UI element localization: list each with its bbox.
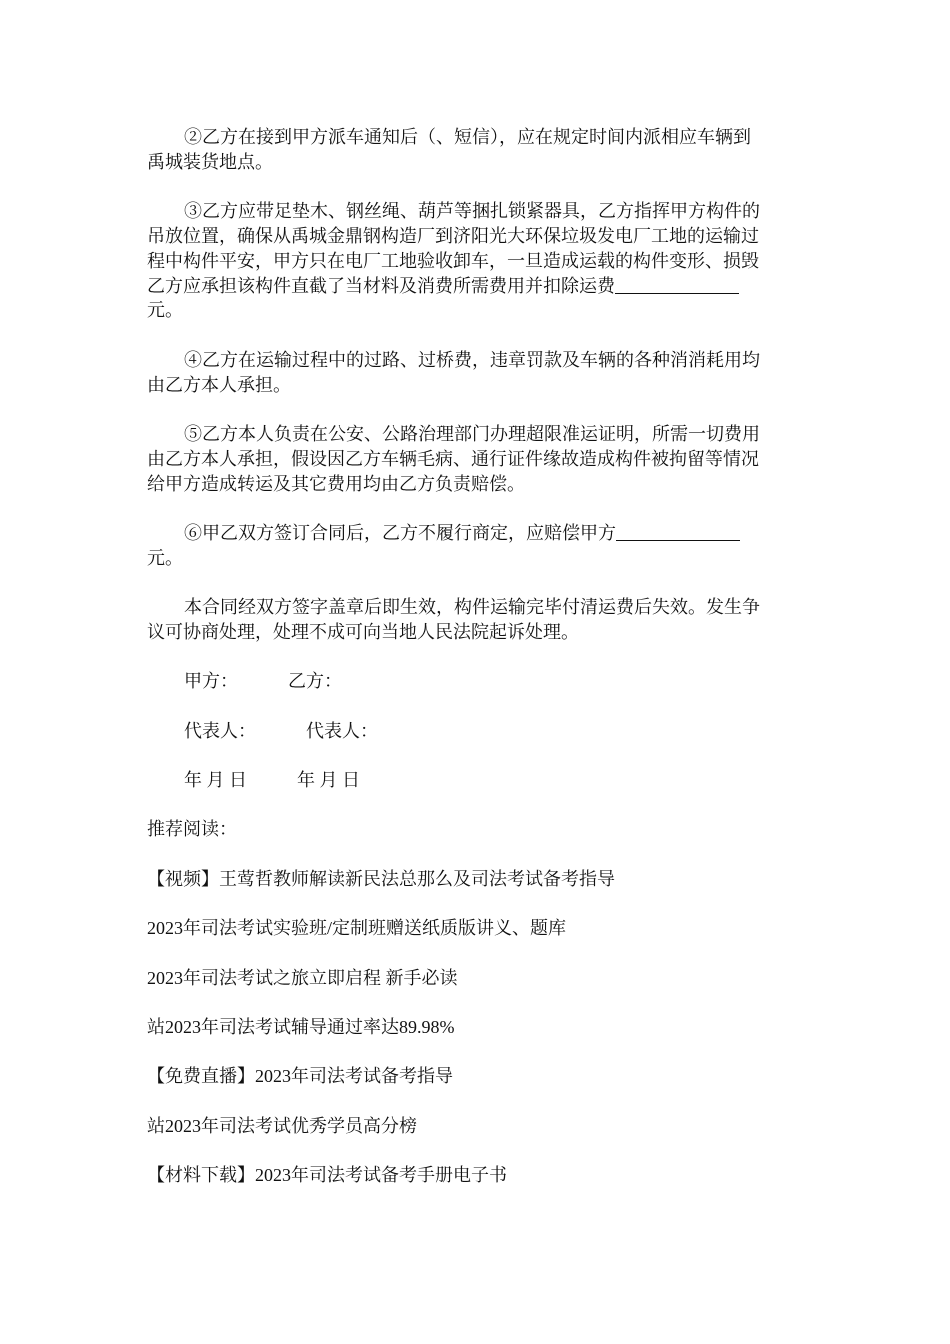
link-text[interactable]: 【材料下载】2023年司法考试备考手册电子书 xyxy=(147,1165,507,1186)
party-a-label: 甲方： xyxy=(184,671,238,692)
date-a-label: 年 月 日 xyxy=(184,770,247,791)
fill-blank xyxy=(615,275,739,294)
signature-representatives xyxy=(147,719,807,744)
recommended-link[interactable] xyxy=(147,1015,807,1040)
link-text[interactable]: 【视频】王莺哲教师解读新民法总那么及司法考试备考指导 xyxy=(147,868,615,889)
text-line: ③乙方应带足垫木、钢丝绳、葫芦等捆扎锁紧器具，乙方指挥甲方构件的 xyxy=(184,201,760,222)
contract-document xyxy=(147,125,807,1213)
text-line: 本合同经双方签字盖章后即生效，构件运输完毕付清运费后失效。发生争 xyxy=(184,597,760,618)
effective-clause xyxy=(147,595,807,645)
signature-dates xyxy=(147,768,807,793)
clause-2 xyxy=(147,125,807,175)
party-b-label: 乙方： xyxy=(288,671,342,692)
text-line xyxy=(147,521,807,546)
text-line: 由乙方本人承担。 xyxy=(147,374,291,395)
text-line xyxy=(147,274,807,299)
text-line: ②乙方在接到甲方派车通知后（、短信），应在规定时间内派相应车辆到 xyxy=(184,127,751,147)
fill-blank xyxy=(616,522,740,541)
recommended-link[interactable] xyxy=(147,916,807,941)
text-line: 由乙方本人承担，假设因乙方车辆毛病、通行证件缘故造成构件被拘留等情况 xyxy=(147,448,759,469)
clause-5 xyxy=(147,422,807,496)
link-text[interactable]: 【免费直播】2023年司法考试备考指导 xyxy=(147,1066,453,1087)
clause-4 xyxy=(147,348,807,398)
text-line: 吊放位置，确保从禹城金鼎钢构造厂到济阳光大环保垃圾发电厂工地的运输过 xyxy=(147,225,759,246)
rep-b-label: 代表人： xyxy=(306,720,378,741)
text-line xyxy=(147,768,807,793)
date-b-label: 年 月 日 xyxy=(297,770,360,791)
heading-text: 推荐阅读： xyxy=(147,819,237,840)
text-line: 元。 xyxy=(147,547,183,568)
rep-a-label: 代表人： xyxy=(184,720,256,741)
text-line xyxy=(147,719,807,744)
text-line: 给甲方造成转运及其它费用均由乙方负责赔偿。 xyxy=(147,473,525,494)
recommended-heading xyxy=(147,817,807,842)
signature-parties xyxy=(147,669,807,694)
text-segment: 乙方应承担该构件直截了当材料及消费所需费用并扣除运费 xyxy=(147,275,615,296)
text-line: 程中构件平安，甲方只在电厂工地验收卸车，一旦造成运载的构件变形、损毁 xyxy=(147,250,759,271)
recommended-link[interactable] xyxy=(147,1163,807,1188)
link-text[interactable]: 站2023年司法考试优秀学员高分榜 xyxy=(147,1115,417,1136)
recommended-link[interactable] xyxy=(147,1114,807,1139)
text-line: 禹城装货地点。 xyxy=(147,151,273,172)
recommended-link[interactable] xyxy=(147,867,807,892)
clause-6 xyxy=(147,521,807,571)
text-line xyxy=(147,669,807,694)
recommended-link[interactable] xyxy=(147,966,807,991)
link-text[interactable]: 2023年司法考试实验班/定制班赠送纸质版讲义、题库 xyxy=(147,918,566,939)
text-line: ④乙方在运输过程中的过路、过桥费，违章罚款及车辆的各种消消耗用均 xyxy=(184,349,760,370)
clause-3 xyxy=(147,199,807,323)
text-segment: ⑥甲乙双方签订合同后，乙方不履行商定，应赔偿甲方 xyxy=(184,522,616,543)
link-text[interactable]: 站2023年司法考试辅导通过率达89.98% xyxy=(147,1017,455,1038)
text-line: ⑤乙方本人负责在公安、公路治理部门办理超限准运证明，所需一切费用 xyxy=(184,423,760,444)
recommended-link[interactable] xyxy=(147,1064,807,1089)
text-line: 元。 xyxy=(147,300,183,321)
link-text[interactable]: 2023年司法考试之旅立即启程 新手必读 xyxy=(147,967,458,988)
text-line: 议可协商处理，处理不成可向当地人民法院起诉处理。 xyxy=(147,621,579,642)
